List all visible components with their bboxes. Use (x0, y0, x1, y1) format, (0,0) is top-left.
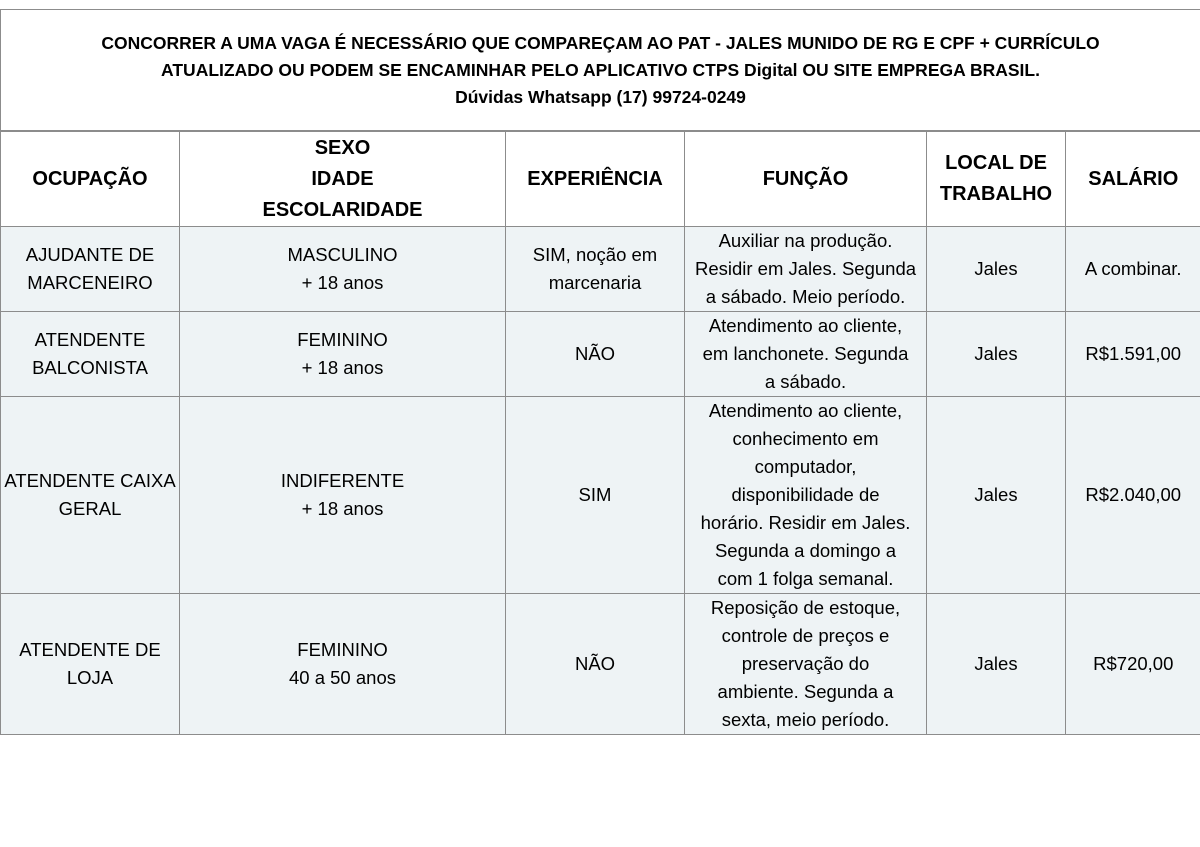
cell-experiencia: SIM, noção em marcenaria (506, 227, 685, 312)
cell-funcao: Auxiliar na produção. Residir em Jales. Segunda a sábado. Meio período. (685, 227, 927, 312)
job-listing-sheet (0, 9, 1200, 735)
cell-salario: R$2.040,00 (1066, 397, 1200, 594)
cell-perfil: MASCULINO + 18 anos (180, 227, 506, 312)
cell-local: Jales (927, 397, 1066, 594)
notice-line-1: CONCORRER A UMA VAGA É NECESSÁRIO QUE COMPAREÇAM AO PAT - JALES MUNIDO DE RG E CPF + CURRÍCULO (101, 32, 1100, 53)
header-local-de-trabalho: LOCAL DE TRABALHO (927, 132, 1066, 227)
notice-line-2: ATUALIZADO OU PODEM SE ENCAMINHAR PELO APLICATIVO CTPS Digital OU SITE EMPREGA BRASIL. (161, 59, 1040, 80)
cell-perfil: FEMININO 40 a 50 anos (180, 594, 506, 735)
notice-line-3: Dúvidas Whatsapp (17) 99724-0249 (455, 86, 746, 107)
cell-ocupacao: AJUDANTE DE MARCENEIRO (1, 227, 180, 312)
cell-ocupacao: ATENDENTE BALCONISTA (1, 312, 180, 397)
cell-funcao: Reposição de estoque, controle de preços e preservação do ambiente. Segunda a sexta, meio período. (685, 594, 927, 735)
header-sexo-idade-escolaridade: SEXO IDADE ESCOLARIDADE (180, 132, 506, 227)
cell-local: Jales (927, 594, 1066, 735)
cell-funcao: Atendimento ao cliente, em lanchonete. Segunda a sábado. (685, 312, 927, 397)
cell-local: Jales (927, 227, 1066, 312)
cell-experiencia: NÃO (506, 594, 685, 735)
table-header-row (1, 132, 1200, 227)
table-row (1, 227, 1200, 312)
header-experiencia: EXPERIÊNCIA (506, 132, 685, 227)
cell-experiencia: SIM (506, 397, 685, 594)
job-vacancies-table (0, 131, 1200, 735)
cell-ocupacao: ATENDENTE CAIXA GERAL (1, 397, 180, 594)
cell-perfil: INDIFERENTE + 18 anos (180, 397, 506, 594)
cell-salario: A combinar. (1066, 227, 1200, 312)
cell-perfil: FEMININO + 18 anos (180, 312, 506, 397)
table-row (1, 594, 1200, 735)
cell-local: Jales (927, 312, 1066, 397)
table-row (1, 312, 1200, 397)
cell-funcao: Atendimento ao cliente, conhecimento em computador, disponibilidade de horário. Residir em Jales. Segunda a domingo a com 1 folga semanal. (685, 397, 927, 594)
cell-salario: R$720,00 (1066, 594, 1200, 735)
cell-experiencia: NÃO (506, 312, 685, 397)
header-salario: SALÁRIO (1066, 132, 1200, 227)
table-row (1, 397, 1200, 594)
header-funcao: FUNÇÃO (685, 132, 927, 227)
application-notice (0, 9, 1200, 131)
header-ocupacao: OCUPAÇÃO (1, 132, 180, 227)
cell-salario: R$1.591,00 (1066, 312, 1200, 397)
cell-ocupacao: ATENDENTE DE LOJA (1, 594, 180, 735)
